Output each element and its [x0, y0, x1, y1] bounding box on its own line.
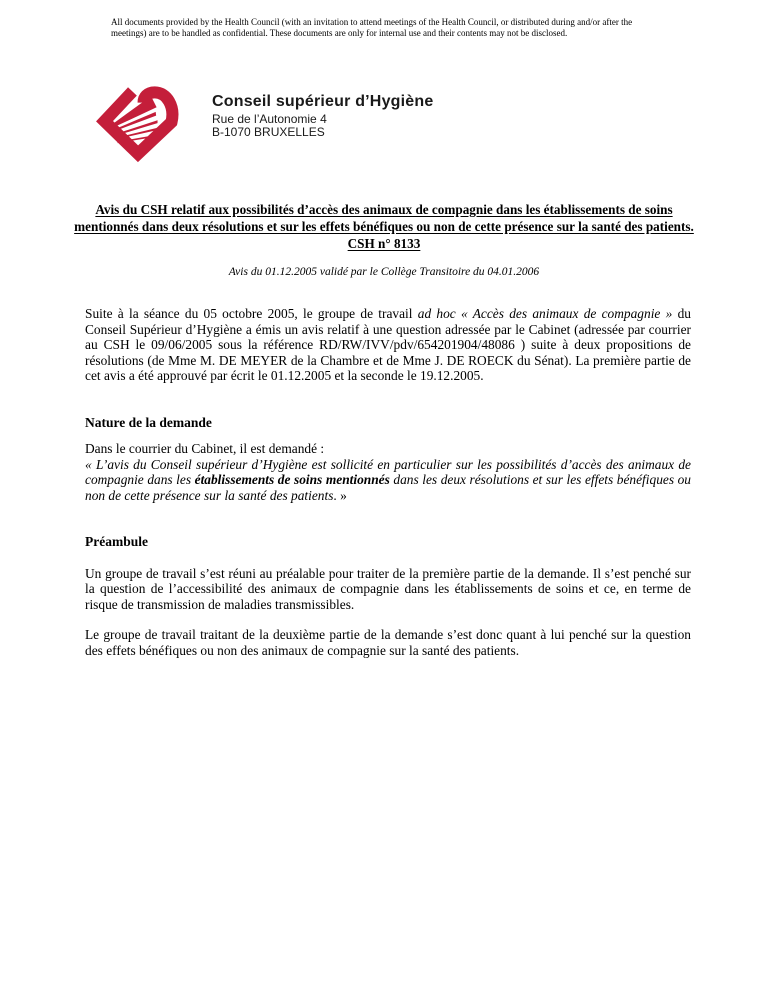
organization-block	[212, 84, 433, 140]
csh-heart-logo-icon	[95, 84, 181, 164]
document-title	[74, 201, 694, 253]
preambule-paragraph-1: Un groupe de travail s’est réuni au préalable pour traiter de la première partie de la demande. Il s’est penché sur la question de l’accessibilité des animaux de compagnie dans les établissements de soins et ce, en terme de risque de transmission de maladies transmissibles.	[85, 565, 691, 612]
title-reference-number: CSH n° 8133	[347, 236, 421, 251]
address-line-2: B-1070 BRUXELLES	[212, 125, 325, 140]
document-body	[85, 306, 691, 658]
preambule-paragraph-2: Le groupe de travail traitant de la deuxième partie de la demande s’est donc quant à lui penché sur la question des effets bénéfiques ou non des animaux de compagnie sur la santé des patients.	[85, 627, 691, 658]
quoted-request-paragraph: « L’avis du Conseil supérieur d’Hygiène est sollicité en particulier sur les possibilités d’accès des animaux de compagnie dans les établissements de soins mentionnés dans les deux résolutions et sur les effets bénéfiques ou non de cette présence sur la santé des patients. »	[85, 456, 691, 503]
title-text: Avis du CSH relatif aux possibilités d’accès des animaux de compagnie dans les établissements de soins mentionnés dans deux résolutions et sur les effets bénéfiques ou non de cette présence sur la santé des patients.	[74, 201, 694, 234]
validation-line: Avis du 01.12.2005 validé par le Collège Transitoire du 04.01.2006	[228, 266, 540, 279]
confidentiality-notice: All documents provided by the Health Council (with an invitation to attend meetings of the Health Council, or distributed during and/or after the meetings) are to be handled as confidential. These documents are only for internal use and their contents may not be disclosed.	[111, 17, 633, 39]
address-line-1: Rue de l’Autonomie 4	[212, 111, 327, 126]
cabinet-request-line: Dans le courrier du Cabinet, il est demandé :	[85, 441, 325, 457]
intro-paragraph: Suite à la séance du 05 octobre 2005, le groupe de travail ad hoc « Accès des animaux de compagnie » du Conseil Supérieur d’Hygiène a émis un avis relatif à une question adressée par le Cabinet (adressée par courrier au CSH le 09/06/2005 sous la référence RD/RW/IVV/pdv/654201904/48086 ) suite à deux propositions de résolutions (de Mme M. DE MEYER de la Chambre et de Mme J. DE ROECK du Sénat). La première partie de cet avis a été approuvé par écrit le 01.12.2005 et la seconde le 19.12.2005.	[85, 306, 691, 384]
organization-name: Conseil supérieur d’Hygiène	[212, 92, 434, 110]
section-heading-nature-de-la-demande: Nature de la demande	[85, 414, 212, 430]
section-heading-preambule: Préambule	[85, 534, 148, 550]
letterhead	[95, 84, 768, 164]
